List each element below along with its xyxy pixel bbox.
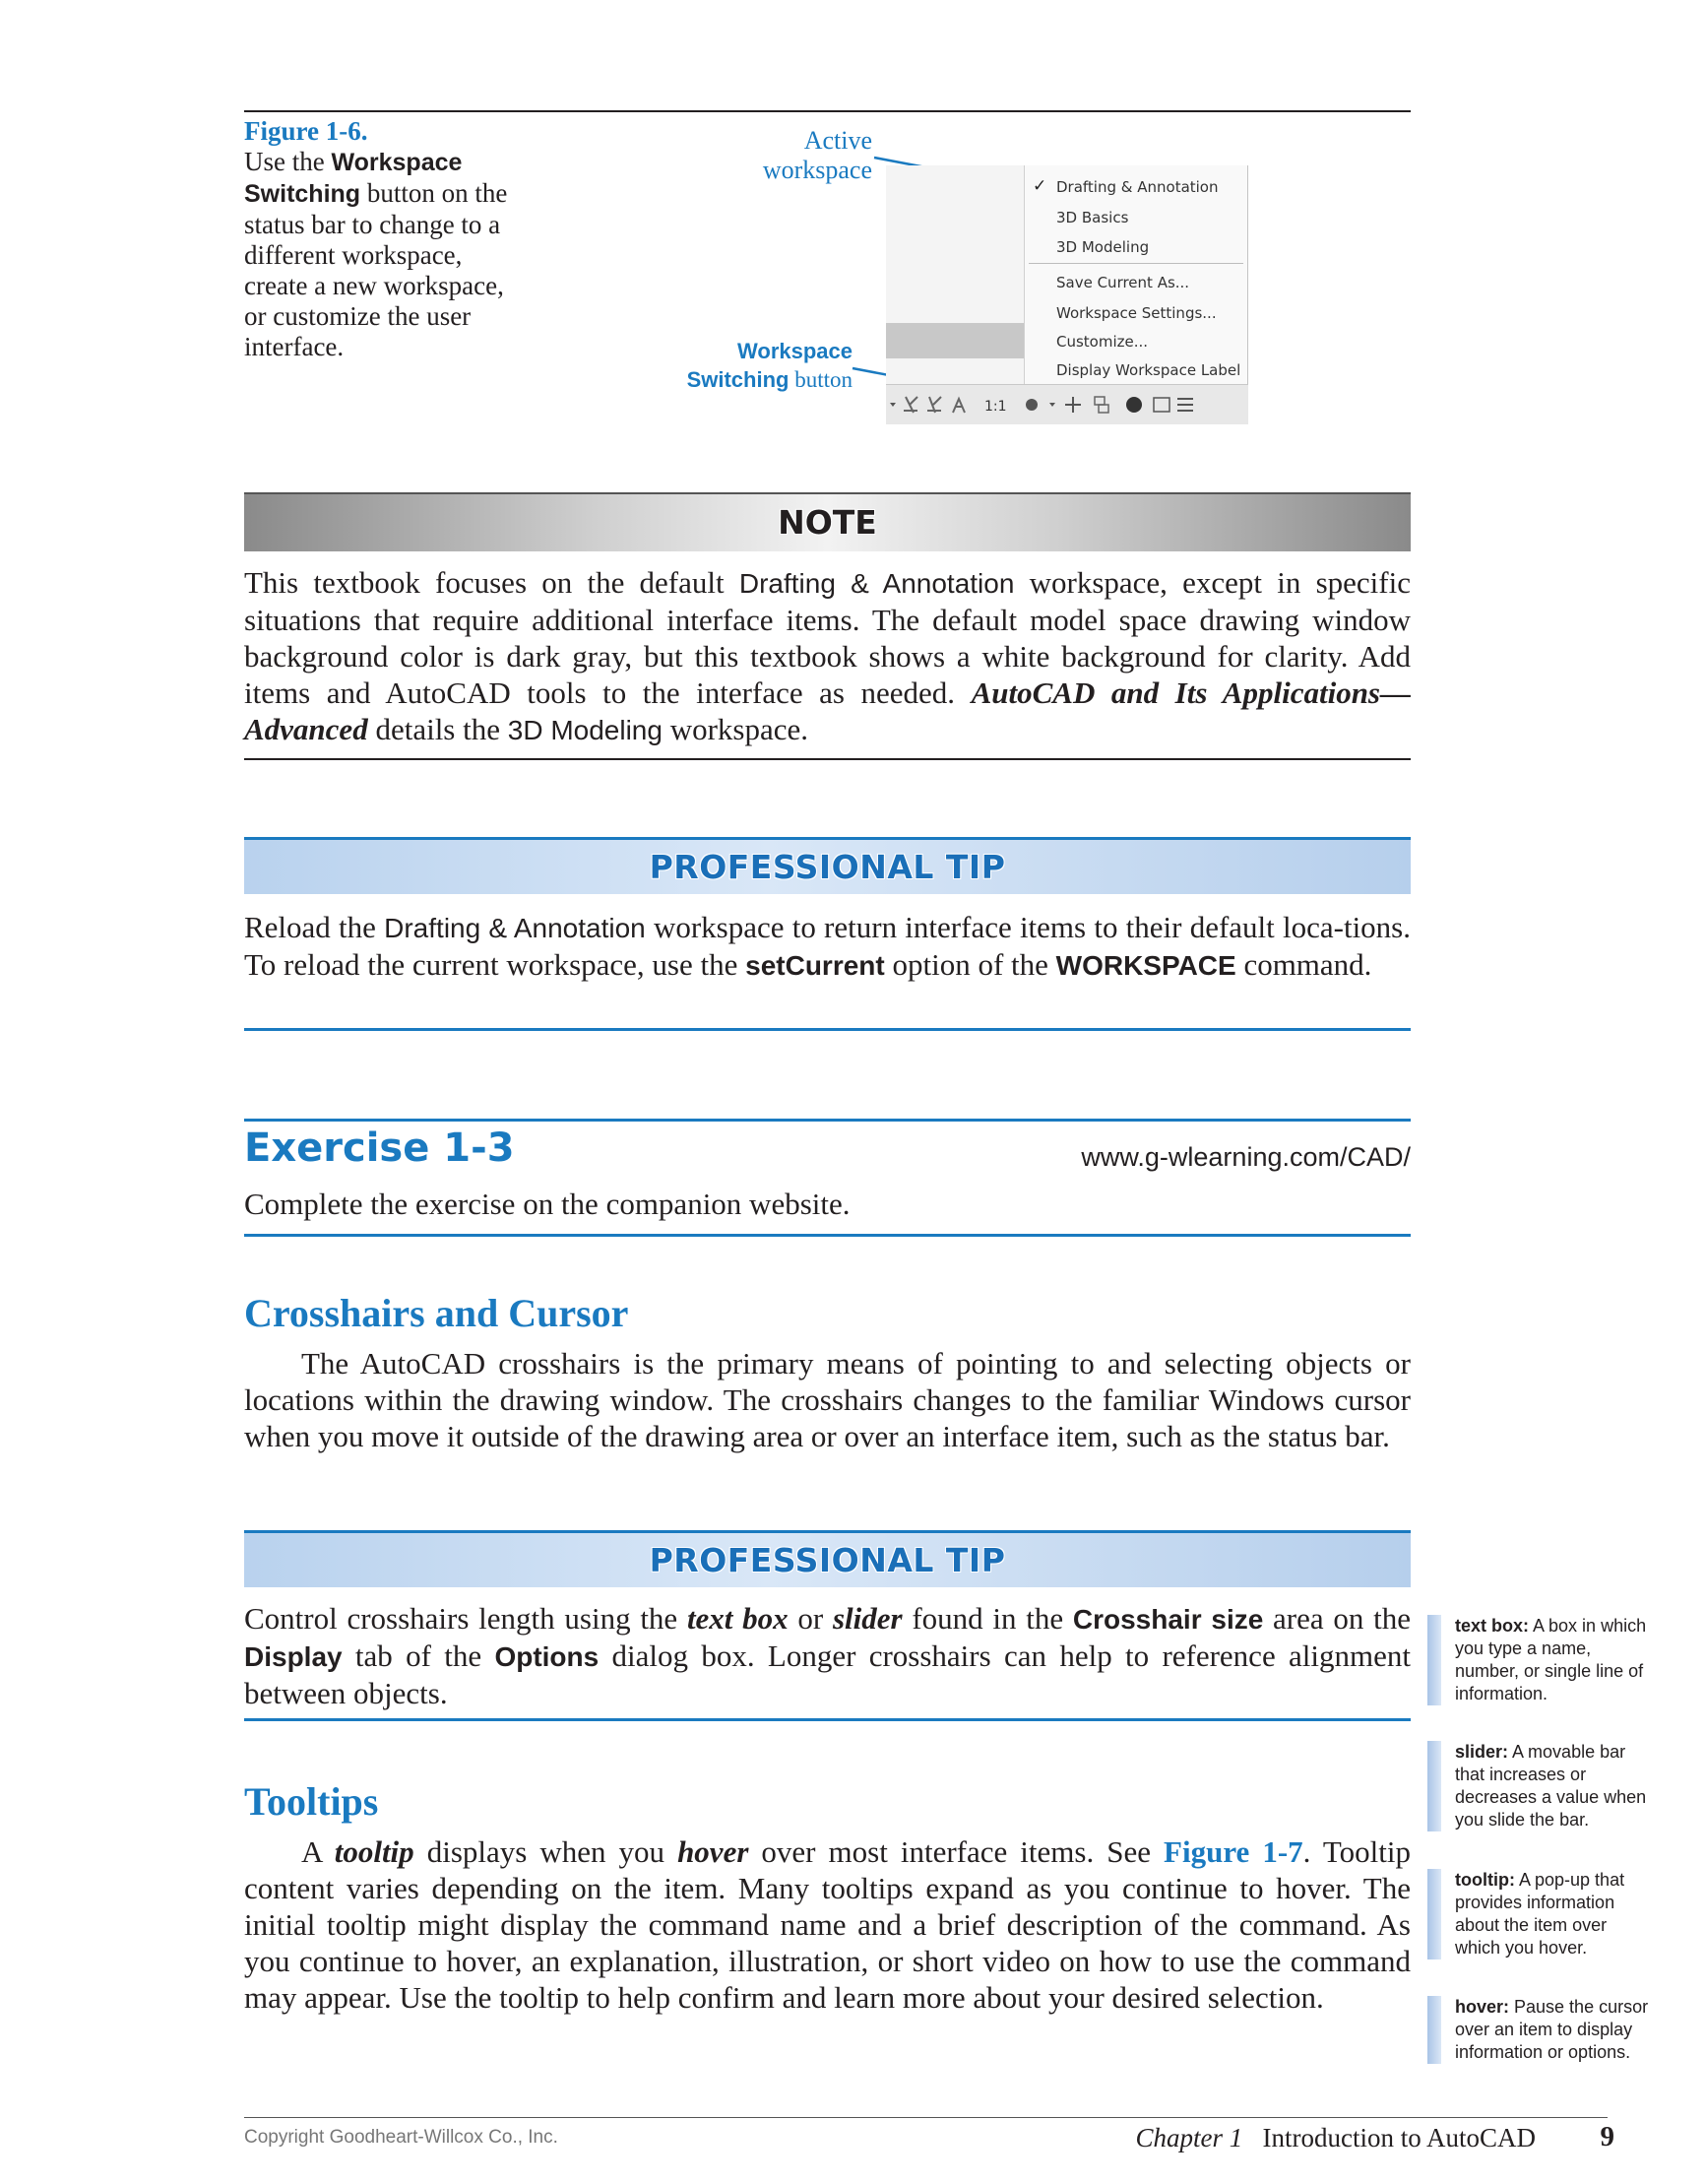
- tip1-text: Reload the Drafting & Annotation workspace to return interface items to their default loca-tions. To reload the current workspace, use the setCurrent option of the WORKSPACE command.: [244, 910, 1411, 982]
- tip2-text: Control crosshairs length using the text box or slider found in the Crosshair size area on the Display tab of the Options dialog box. Longer crosshairs can help to reference alignment between objects.: [244, 1601, 1412, 1710]
- menu-item-customize[interactable]: Customize...: [1056, 333, 1149, 351]
- exercise-text: Complete the exercise on the companion website.: [244, 1187, 851, 1221]
- exercise-top-rule: [244, 1119, 1411, 1122]
- exercise-title: Exercise 1-3: [244, 1125, 515, 1171]
- menu-item-3d-basics[interactable]: 3D Basics: [1056, 209, 1129, 226]
- tip2-bottom-rule: [244, 1718, 1411, 1721]
- hardware-acceleration-icon: [1126, 397, 1142, 413]
- annotation-scale-icon: [904, 397, 917, 413]
- callout-arrows: [0, 0, 1706, 453]
- menu-item-save-current-as[interactable]: Save Current As...: [1056, 274, 1190, 291]
- tip1-bottom-rule: [244, 1028, 1411, 1031]
- page-number: 9: [1600, 2121, 1614, 2152]
- figure-link[interactable]: Figure 1-7: [1164, 1834, 1303, 1869]
- menu-item-3d-modeling[interactable]: 3D Modeling: [1056, 238, 1150, 256]
- checkmark-icon: ✓: [1033, 176, 1047, 195]
- footer-copyright: Copyright Goodheart-Willcox Co., Inc.: [244, 2127, 558, 2148]
- menu-item-display-workspace-label[interactable]: Display Workspace Label: [1056, 361, 1241, 379]
- section-heading-tooltips: Tooltips: [244, 1779, 379, 1824]
- dropdown-icon: [890, 403, 896, 407]
- callout-workspace-button: Workspace Switching button: [686, 339, 853, 392]
- tip2-title: PROFESSIONAL TIP: [649, 1541, 1006, 1579]
- dropdown-icon-2: [1049, 403, 1055, 407]
- caption-text: Use the: [244, 147, 332, 176]
- note-text: This textbook focuses on the default Drafting & Annotation workspace, except in specific situations that require additional interface items. The default model space drawing window background color is dark gray, but this textbook shows a white background for clarity. Add items and AutoCAD tools to the interface as needed. AutoCAD and Its Applications—Advanced details the 3D Modeling workspace.: [244, 565, 1411, 746]
- tip1-title: PROFESSIONAL TIP: [649, 848, 1006, 886]
- note-bottom-rule: [244, 758, 1411, 760]
- caption-text-rest: button on the status bar to change to a different workspace, create a new workspace, or customize the user interface.: [244, 178, 508, 361]
- workspace-menu-screenshot: [886, 165, 1248, 423]
- exercise-bottom-rule: [244, 1234, 1411, 1237]
- menu-item-drafting-annotation[interactable]: Drafting & Annotation: [1056, 178, 1219, 196]
- footer-rule: [244, 2117, 1608, 2118]
- callout-active-workspace: Active workspace: [762, 126, 872, 184]
- glossary-tooltip: tooltip: A pop-up that provides information about the item over which you hover.: [1427, 1869, 1654, 1959]
- note-title: NOTE: [778, 503, 877, 542]
- workspace-menu[interactable]: [1024, 165, 1248, 384]
- ribbon-gray-area: [886, 323, 1024, 358]
- status-bar: [886, 384, 1248, 424]
- caption-bold: Workspace Switching: [244, 149, 463, 208]
- status-bar-icons: [886, 385, 1248, 424]
- isolate-icon: [1095, 397, 1105, 405]
- auto-scale-icon: [953, 399, 965, 413]
- tip2-bar: [244, 1530, 1411, 1587]
- figure-number: Figure 1-6.: [244, 116, 368, 146]
- scale-label: 1:1: [984, 399, 1007, 415]
- section-text-tooltips: A tooltip displays when you hover over most interface items. See Figure 1-7. Tooltip content varies depending on the item. Many tooltips expand as you continue to hover. The initial tooltip might display the command name and a brief description of the command. As you continue to hover, an explanation, illustration, or short video on how to use the command may appear. Use the tooltip to help confirm and learn more about your desired selection.: [244, 1834, 1411, 2015]
- note-bar: [244, 492, 1411, 551]
- menu-item-workspace-settings[interactable]: Workspace Settings...: [1056, 304, 1217, 322]
- glossary-text-box: text box: A box in which you type a name, number, or single line of information.: [1427, 1615, 1654, 1705]
- footer-chapter: Chapter 1 Introduction to AutoCAD: [1135, 2123, 1536, 2152]
- annotation-visibility-icon: [927, 397, 941, 413]
- menu-separator: [1029, 263, 1243, 264]
- clean-screen-icon: [1154, 398, 1169, 412]
- exercise-url[interactable]: www.g-wlearning.com/CAD/: [1081, 1142, 1411, 1172]
- glossary-slider: slider: A movable bar that increases or decreases a value when you slide the bar.: [1427, 1741, 1654, 1831]
- menu-icon: [1177, 399, 1193, 411]
- tip1-bar: [244, 837, 1411, 894]
- glossary-hover: hover: Pause the cursor over an item to display information or options.: [1427, 1996, 1654, 2064]
- plus-icon: [1065, 397, 1081, 413]
- section-heading-crosshairs: Crosshairs and Cursor: [244, 1291, 629, 1335]
- gear-icon: [1026, 399, 1038, 411]
- section-text-crosshairs: The AutoCAD crosshairs is the primary means of pointing to and selecting objects or locations within the drawing window. The crosshairs changes to the familiar Windows cursor when you move it outside of the drawing area or over an interface item, such as the status bar.: [244, 1346, 1411, 1453]
